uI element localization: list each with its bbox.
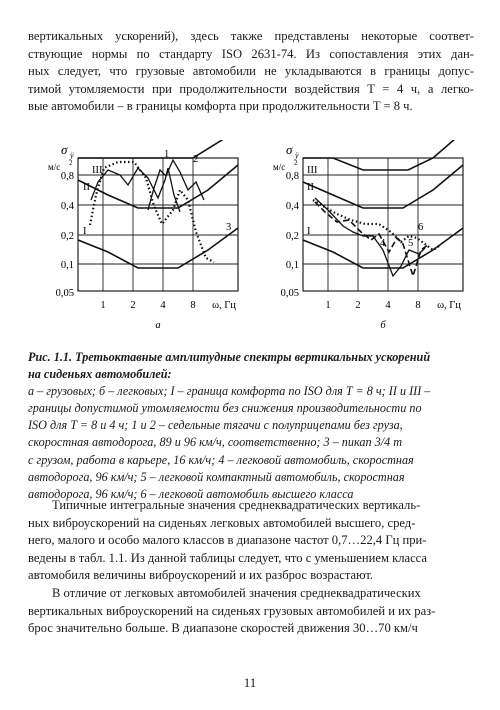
caption-line: границы допустимой утомляемости без снижения производительности по	[28, 401, 422, 416]
curve-label-3: 3	[226, 222, 232, 233]
text-line: вые автомобили – в границы комфорта при продолжительности T = 8 ч.	[28, 99, 413, 114]
text-line: него, малого и особо малого классов в диапазоне частот 0,7…22,4 Гц при-	[28, 533, 427, 548]
curve-label-2: 2	[193, 154, 199, 165]
text-line: ных следует, что грузовые автомобили не укладываются в границы допус-	[28, 64, 474, 79]
text-line: В отличие от легковых автомобилей значения среднеквадратических	[52, 586, 421, 600]
figure-svg	[28, 140, 474, 340]
zone-label-i: I	[83, 226, 87, 237]
y-tick-label: 0,8	[60, 171, 74, 182]
y-axis-symbol: σ	[61, 142, 68, 157]
paragraph-typical-values	[28, 497, 474, 585]
y-tick-label: 0,2	[285, 231, 299, 242]
zone-label-i: I	[307, 226, 311, 237]
caption-line: ISO для T = 8 и 4 ч; 1 и 2 – седельные тягачи с полуприцепами без груза,	[28, 418, 403, 433]
paragraph-trucks	[28, 585, 474, 638]
text-line: ных виброускорений на сиденьях легковых автомобилей высшего, сред-	[28, 515, 416, 530]
figure-caption	[28, 349, 474, 503]
x-tick-label: 2	[355, 300, 361, 311]
figure-spectra	[28, 140, 474, 340]
curve-label-6: 6	[418, 222, 424, 233]
text-line: тимой утомляемости при продолжительности воздействия T = 4 ч, а легко-	[28, 81, 474, 96]
y-tick-label: 0,2	[60, 231, 74, 242]
text-line: вертикальных ускорений), здесь также представлены некоторые соответ-	[28, 29, 474, 43]
x-tick-label: 4	[385, 300, 391, 311]
right-panel	[273, 140, 463, 331]
y-axis-unit: м/с	[48, 162, 61, 172]
y-axis-subscript: ÿ	[295, 151, 299, 160]
y-tick-label: 0,05	[280, 288, 299, 299]
y-axis-unit: м/с	[273, 162, 286, 172]
x-tick-label: 8	[190, 300, 196, 311]
y-axis-unit-sup: 2	[294, 159, 298, 167]
zone-label-ii: II	[307, 182, 314, 193]
page-number: 11	[243, 675, 257, 690]
caption-line: а – грузовых; б – легковых; I – граница комфорта по ISO для T = 8 ч; II и III –	[28, 384, 431, 399]
zone-label-iii: III	[92, 165, 103, 176]
caption-line: автодорога, 96 км/ч; 6 – легковой автомобиль высшего класса	[28, 486, 354, 501]
caption-line: с грузом, работа в карьере, 16 км/ч; 4 – легковой автомобиль, скоростная	[28, 452, 414, 467]
text-line: брос значительно больше. В диапазоне скоростей движения 30…70 км/ч	[28, 621, 418, 636]
curve-label-1: 1	[164, 149, 170, 160]
text-line: вертикальных виброускорений на сиденьях грузовых автомобилей и их раз-	[28, 603, 436, 618]
y-axis-subscript: ÿ	[70, 151, 74, 160]
x-tick-label: 1	[100, 300, 106, 311]
caption-line: скоростная автодорога, 89 и 96 км/ч, соответственно; 3 – пикап 3/4 т	[28, 435, 403, 450]
y-tick-label: 0,4	[285, 201, 299, 212]
panel-sublabel: б	[380, 320, 386, 331]
zone-label-iii: III	[307, 165, 318, 176]
curve-label-4: 4	[380, 238, 386, 249]
y-tick-label: 0,4	[60, 201, 74, 212]
text-line: автомобиля величины виброускорений и их разброс возрастают.	[28, 568, 374, 583]
grid-lines	[303, 158, 463, 291]
caption-head-line: на сиденьях автомобилей:	[28, 367, 172, 382]
zone-label-ii: II	[83, 182, 90, 193]
text-line: ведены в табл. 1.1. Из данной таблицы следует, что с уменьшением класса	[28, 550, 427, 565]
y-tick-label: 0,05	[55, 288, 74, 299]
x-tick-label: 8	[415, 300, 421, 311]
paragraph-intro	[28, 28, 474, 116]
text-line: ствующие нормы по стандарту ISO 2631-74. Из сопоставления этих дан-	[28, 46, 474, 61]
curve-3	[90, 162, 214, 262]
caption-line: автодорога, 96 км/ч; 5 – легковой компактный автомобиль, скоростная	[28, 469, 405, 484]
y-axis-unit-sup: 2	[69, 159, 73, 167]
panel-sublabel: а	[155, 320, 161, 331]
x-axis-unit: ω, Гц	[437, 300, 461, 311]
left-panel	[48, 140, 238, 331]
text-line: Типичные интегральные значения среднеквадратических вертикаль-	[52, 498, 421, 512]
iso-boundaries	[78, 140, 238, 268]
x-tick-label: 4	[160, 300, 166, 311]
y-tick-label: 0,8	[285, 171, 299, 182]
y-tick-label: 0,1	[285, 260, 299, 271]
x-tick-label: 1	[325, 300, 331, 311]
caption-head-line: Рис. 1.1. Третьоктавные амплитудные спектры вертикальных ускорений	[28, 350, 431, 364]
y-axis-symbol: σ	[286, 142, 293, 157]
x-axis-unit: ω, Гц	[212, 300, 236, 311]
curve-label-5: 5	[408, 238, 414, 249]
plot-frame	[303, 158, 463, 291]
x-tick-label: 2	[130, 300, 136, 311]
y-tick-label: 0,1	[60, 260, 74, 271]
